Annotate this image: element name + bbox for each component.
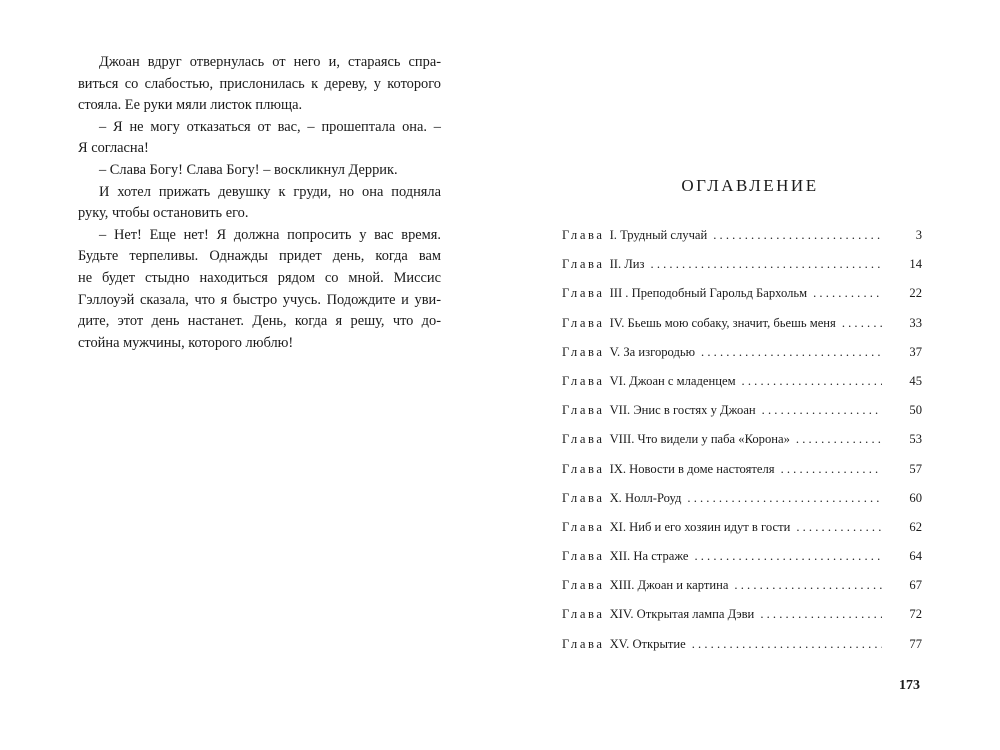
- text-line: виться со слабостью, прислонилась к дереву, у которого: [78, 75, 441, 92]
- toc-entry-prefix: Глава: [562, 578, 605, 593]
- toc-entry-title: XI. Ниб и его хозяин идут в гости: [609, 519, 791, 534]
- text-line: – Я не могу отказаться от вас, – прошептала она. –: [99, 118, 441, 135]
- toc-entry-page: 45: [909, 373, 922, 388]
- toc-entry-prefix: Глава: [562, 315, 605, 330]
- toc-entry-page: 57: [909, 461, 922, 476]
- toc-dot-leader: [734, 578, 882, 593]
- toc-entry-prefix: Глава: [562, 432, 605, 447]
- toc-entry-page: 53: [909, 432, 922, 447]
- toc-entry: [562, 578, 922, 607]
- toc-dot-leader: [813, 286, 882, 301]
- toc-entry-page: 77: [909, 636, 922, 651]
- text-line: Я согласна!: [78, 140, 149, 157]
- toc-entry-title: IX. Новости в доме настоятеля: [609, 461, 775, 476]
- toc-entry: [562, 491, 922, 520]
- toc-entry: [562, 257, 922, 286]
- toc-entry: [562, 462, 922, 491]
- toc-entry: [562, 345, 922, 374]
- toc-entry-page: 22: [909, 286, 922, 301]
- toc-dot-leader: [796, 520, 882, 535]
- toc-entry: [562, 374, 922, 403]
- toc-dot-leader: [692, 637, 882, 652]
- toc-entry-prefix: Глава: [562, 228, 605, 242]
- text-line: Гэллоуэй сказала, что я быстро учусь. Подождите и уви-: [78, 291, 441, 308]
- toc-heading: ОГЛАВЛЕНИЕ: [681, 176, 819, 195]
- toc-entry: [562, 286, 922, 315]
- toc-entry: [562, 316, 922, 345]
- text-line: дите, этот день настанет. День, когда я решу, что до-: [78, 313, 441, 330]
- toc-dot-leader: [694, 549, 882, 564]
- text-line: – Слава Богу! Слава Богу! – воскликнул Деррик.: [99, 161, 398, 178]
- table-of-contents: [562, 228, 922, 666]
- text-line: Будьте терпеливы. Однажды придет день, когда вам: [78, 248, 441, 265]
- toc-entry: [562, 228, 922, 257]
- toc-entry-prefix: Глава: [562, 373, 605, 388]
- toc-entry-title: V. За изгородью: [609, 344, 696, 359]
- toc-dot-leader: [701, 345, 882, 360]
- text-line: стойна мужчины, которого люблю!: [78, 334, 294, 351]
- toc-entry: [562, 432, 922, 461]
- toc-dot-leader: [713, 228, 882, 243]
- text-line: стояла. Ее руки мяли листок плюща.: [78, 97, 303, 114]
- toc-entry: [562, 607, 922, 636]
- toc-entry-prefix: Глава: [562, 344, 605, 359]
- toc-entry-prefix: Глава: [562, 403, 605, 418]
- toc-dot-leader: [762, 403, 882, 418]
- toc-entry-page: 50: [909, 403, 922, 418]
- toc-entry-title: II. Лиз: [609, 257, 645, 272]
- toc-entry-title: III . Преподобный Гарольд Бархольм: [609, 286, 808, 301]
- page-number: 173: [899, 678, 920, 693]
- toc-entry-page: 14: [909, 257, 922, 272]
- toc-entry-prefix: Глава: [562, 519, 605, 534]
- toc-dot-leader: [796, 432, 882, 447]
- toc-entry-prefix: Глава: [562, 636, 605, 651]
- toc-entry-title: I. Трудный случай: [609, 228, 708, 242]
- toc-entry-prefix: Глава: [562, 286, 605, 301]
- toc-entry: [562, 549, 922, 578]
- toc-entry-title: IV. Бьешь мою собаку, значит, бьешь меня: [609, 315, 836, 330]
- toc-entry-title: X. Нолл-Роуд: [609, 490, 682, 505]
- toc-entry-page: 64: [909, 549, 922, 564]
- toc-dot-leader: [687, 491, 882, 506]
- toc-dot-leader: [781, 462, 882, 477]
- text-line: И хотел прижать девушку к груди, но она подняла: [99, 183, 441, 200]
- toc-dot-leader: [651, 257, 882, 272]
- toc-entry-prefix: Глава: [562, 549, 605, 564]
- toc-entry-page: 62: [909, 519, 922, 534]
- toc-entry-title: XIII. Джоан и картина: [609, 578, 729, 593]
- toc-entry-page: 33: [909, 315, 922, 330]
- toc-entry-title: XV. Открытие: [609, 636, 686, 651]
- right-page: [500, 0, 1000, 750]
- toc-entry: [562, 520, 922, 549]
- text-line: Джоан вдруг отвернулась от него и, стараясь спра-: [99, 54, 441, 70]
- toc-entry-title: XIV. Открытая лампа Дэви: [609, 607, 755, 622]
- toc-entry-prefix: Глава: [562, 607, 605, 622]
- toc-entry: [562, 403, 922, 432]
- toc-dot-leader: [842, 316, 882, 331]
- toc-entry-page: 67: [909, 578, 922, 593]
- toc-dot-leader: [742, 374, 882, 389]
- text-line: – Нет! Еще нет! Я должна попросить у вас время.: [99, 226, 441, 243]
- text-line: руку, чтобы остановить его.: [78, 205, 249, 222]
- toc-entry-page: 72: [909, 607, 922, 622]
- toc-entry-title: XII. На страже: [609, 549, 689, 564]
- toc-entry-title: VI. Джоан с младенцем: [609, 373, 736, 388]
- toc-entry-prefix: Глава: [562, 490, 605, 505]
- narrative-text: [78, 52, 441, 354]
- toc-entry-title: VIII. Что видели у паба «Корона»: [609, 432, 790, 447]
- text-line: не будет стыдно находиться рядом со мной. Миссис: [78, 269, 441, 286]
- toc-entry-prefix: Глава: [562, 461, 605, 476]
- toc-entry-page: 3: [915, 228, 922, 242]
- toc-entry-page: 37: [909, 344, 922, 359]
- toc-entry-title: VII. Энис в гостях у Джоан: [609, 403, 756, 418]
- toc-dot-leader: [760, 607, 882, 622]
- toc-entry: [562, 637, 922, 666]
- toc-entry-page: 60: [909, 490, 922, 505]
- toc-entry-prefix: Глава: [562, 257, 605, 272]
